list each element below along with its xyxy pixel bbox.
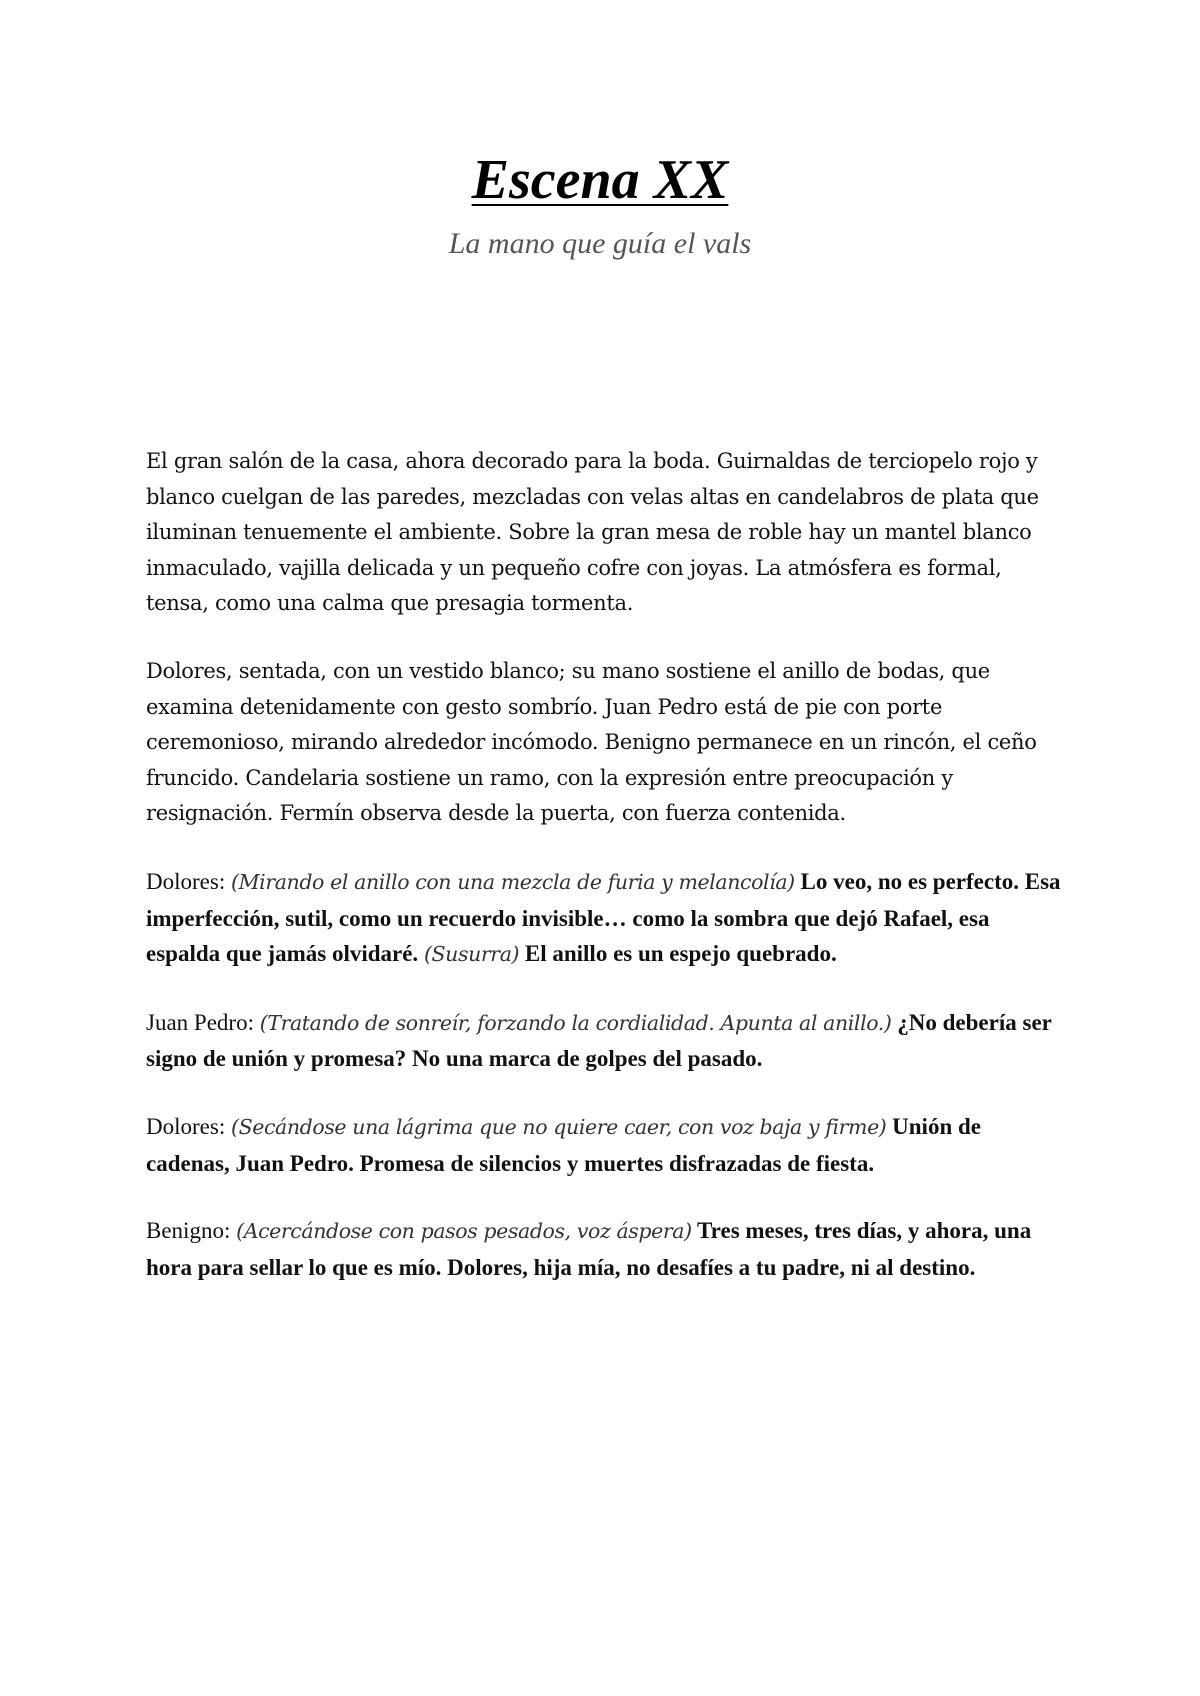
dialogue-line: Unión de cadenas, Juan Pedro. Promesa de silencios y muertes disfrazadas de fiesta. — [146, 1113, 981, 1176]
stage-description-setting: El gran salón de la casa, ahora decorado para la boda. Guirnaldas de terciopelo rojo y blanco cuelgan de las paredes, mezcladas con velas altas en candelabros de plata que iluminan tenuemente el ambiente. Sobre la gran mesa de roble hay un mantel blanco inmaculado, vajilla delicada y un pequeño cofre con joyas. La atmósfera es formal, tensa, como una calma que presagia tormenta. — [146, 449, 1039, 616]
dialogue-line: ¿No debería ser signo de unión y promesa? No una marca de golpes del pasado. — [146, 1009, 1052, 1072]
stage-description-characters: Dolores, sentada, con un vestido blanco; su mano sostiene el anillo de bodas, que examina detenidamente con gesto sombrío. Juan Pedro está de pie con porte ceremonioso, mirando alrededor incómodo. Benigno permanece en un rincón, el ceño fruncido. Candelaria sostiene un ramo, con la expresión entre preocupación y resignación. Fermín observa desde la puerta, con fuerza contenida. — [146, 658, 1037, 826]
speaker-name: Dolores: — [146, 1113, 226, 1139]
speaker-name: Juan Pedro: — [146, 1009, 254, 1035]
dialogue-juan-pedro — [146, 1005, 1066, 1077]
stage-direction: (Susurra) — [423, 942, 520, 967]
dialogue-line: El anillo es un espejo quebrado. — [519, 941, 837, 967]
dialogue-line: Lo veo, no es perfecto. Esa imperfección, sutil, como un recuerdo invisible… como la sombra que dejó Rafael, esa espalda que jamás olvidaré. — [146, 868, 1061, 967]
stage-direction: (Acercándose con pasos pesados, voz áspera) — [236, 1219, 692, 1244]
dialogue-dolores-2 — [146, 1109, 1066, 1181]
stage-direction: (Tratando de sonreír, forzando la cordialidad. Apunta al anillo.) — [259, 1010, 892, 1035]
scene-subtitle: La mano que guía el vals — [448, 227, 752, 260]
stage-direction: (Mirando el anillo con una mezcla de furia y melancolía) — [230, 869, 795, 894]
scene-title: Escena XX — [471, 149, 729, 211]
script-body — [146, 444, 1066, 1317]
dialogue-line: Tres meses, tres días, y ahora, una hora para sellar lo que es mío. Dolores, hija mía, no desafíes a tu padre, ni al destino. — [146, 1218, 1032, 1280]
dialogue-dolores-1 — [146, 864, 1066, 973]
speaker-name: Dolores: — [146, 868, 226, 894]
stage-direction: (Secándose una lágrima que no quiere caer, con voz baja y firme) — [230, 1114, 887, 1139]
speaker-name: Benigno: — [146, 1218, 231, 1244]
dialogue-benigno — [146, 1213, 1066, 1285]
